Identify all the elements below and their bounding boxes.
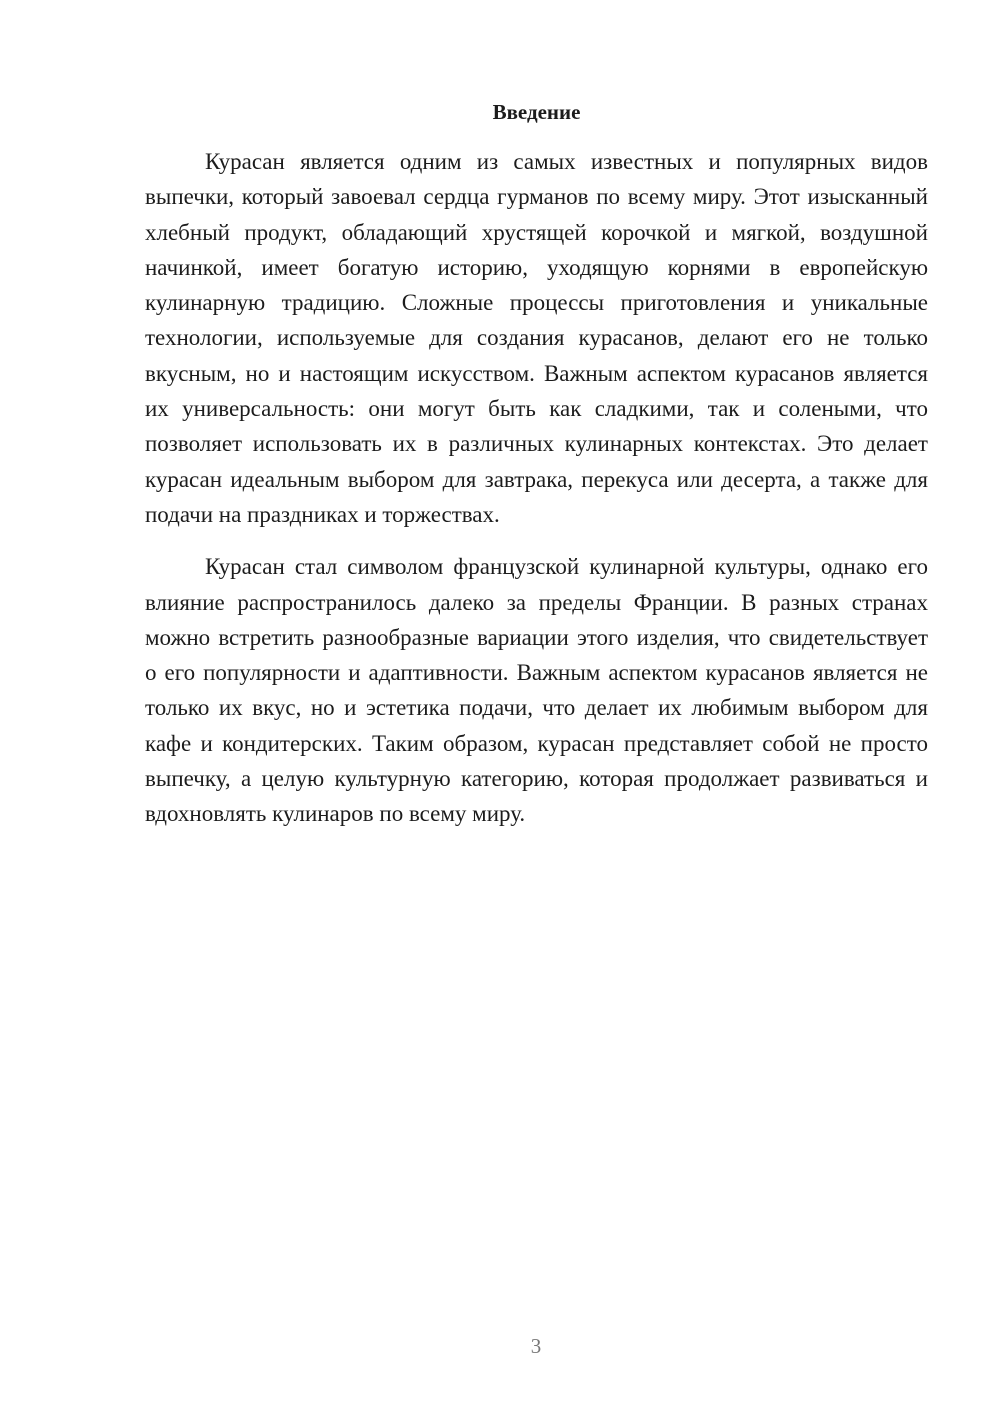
page-number: 3: [530, 1334, 542, 1358]
paragraph-2: Курасан стал символом французской кулинарной культуры, однако его влияние распространилось далеко за пределы Франции. В разных странах можно встретить разнообразные вариации этого изделия, что свидетельствует о его популярности и адаптивности. Важным аспектом курасанов является не только их вкус, но и эстетика подачи, что делает их любимым выбором для кафе и кондитерских. Таким образом, курасан представляет собой не просто выпечку, а целую культурную категорию, которая продолжает развиваться и вдохновлять кулинаров по всему миру.: [145, 554, 928, 827]
section-heading: Введение: [492, 100, 581, 124]
paragraph-1: Курасан является одним из самых известных и популярных видов выпечки, который завоевал сердца гурманов по всему миру. Этот изысканный хлебный продукт, обладающий хрустящей корочкой и мягкой, воздушной начинкой, имеет богатую историю, уходящую корнями в европейскую кулинарную традицию. Сложные процессы приготовления и уникальные технологии, используемые для создания курасанов, делают его не только вкусным, но и настоящим искусством. Важным аспектом курасанов является их универсальность: они могут быть как сладкими, так и солеными, что позволяет использовать их в различных кулинарных контекстах. Это делает курасан идеальным выбором для завтрака, перекуса или десерта, а также для подачи на праздниках и торжествах.: [145, 149, 928, 527]
body-text: [145, 144, 928, 832]
